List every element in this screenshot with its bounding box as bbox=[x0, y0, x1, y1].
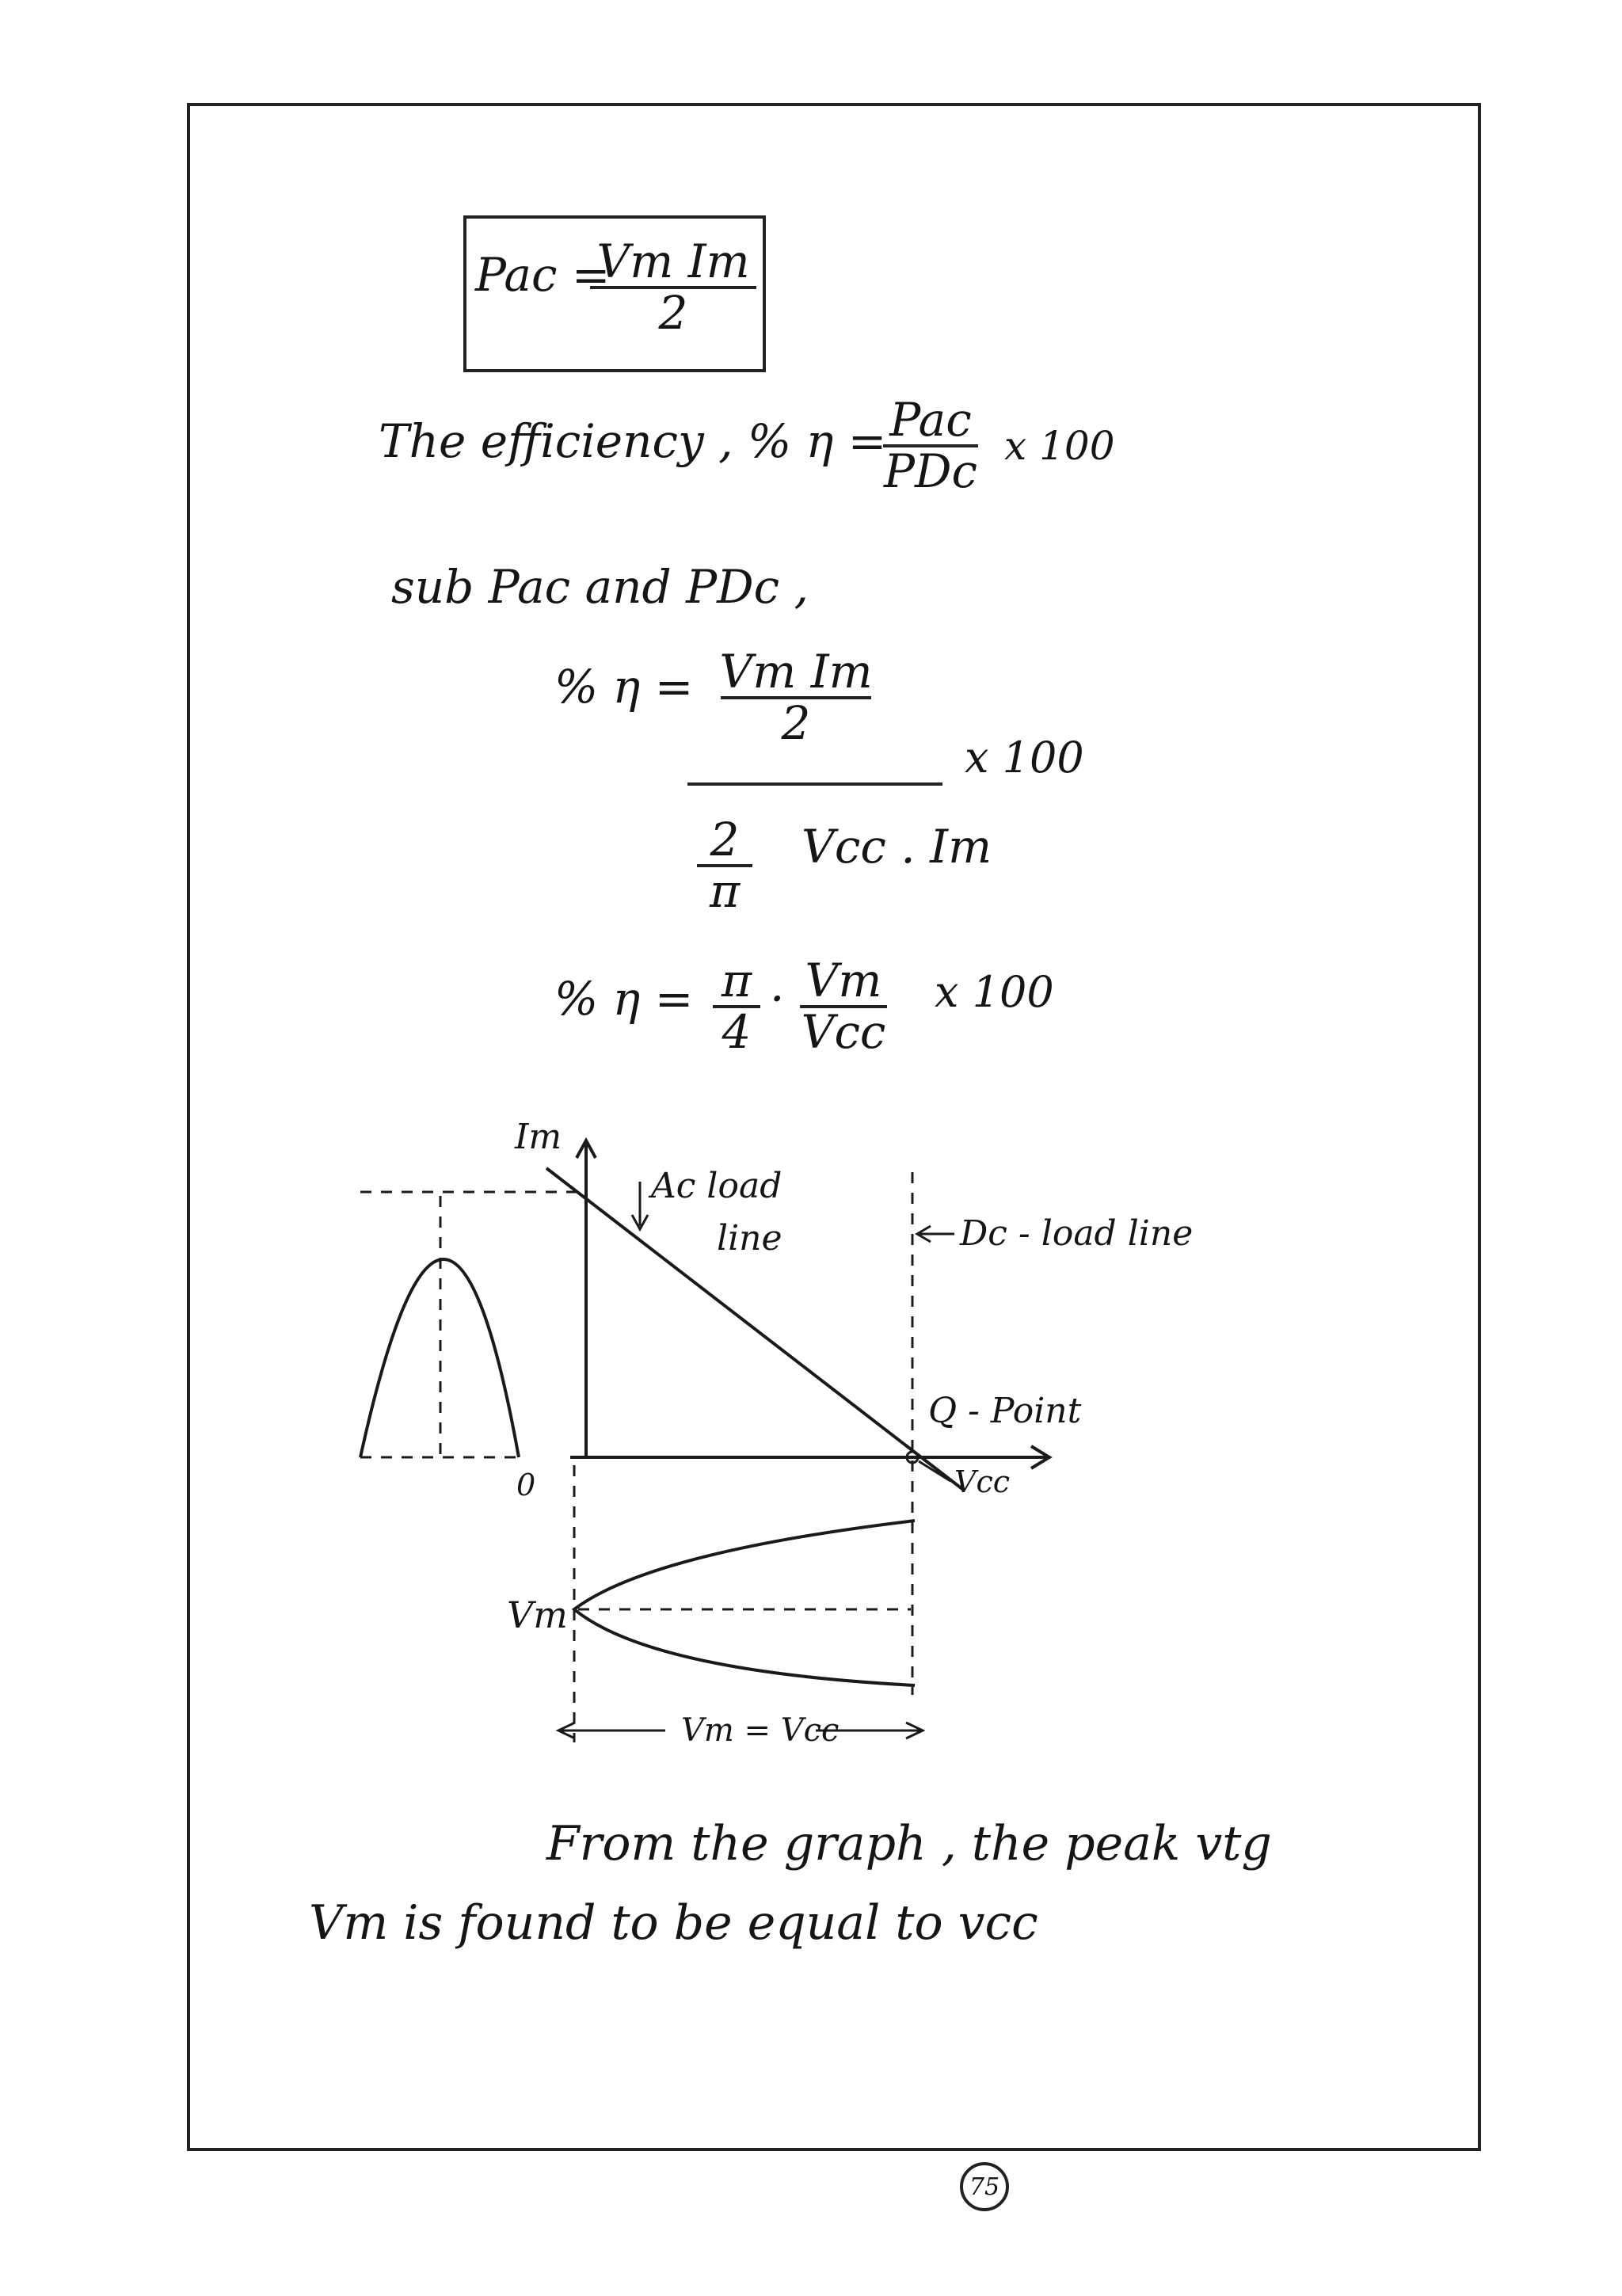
ac-load-label-line2: line bbox=[717, 1218, 782, 1258]
step2-frac2-numerator: Vm bbox=[805, 954, 882, 1007]
step2-multiplier: x 100 bbox=[935, 967, 1054, 1017]
substitution-text: sub Pac and PDc , bbox=[391, 560, 809, 614]
y-axis-label: Im bbox=[515, 1117, 562, 1157]
boxed-formula-lhs: Pac = bbox=[475, 248, 611, 302]
dc-load-line-label: Dc - load line bbox=[960, 1213, 1194, 1254]
conclusion-line-1: From the graph , the peak vtg bbox=[546, 1816, 1272, 1871]
step2-lhs: % η = bbox=[554, 972, 694, 1026]
step1-lower-denominator: π bbox=[709, 863, 741, 918]
voltage-waveform bbox=[574, 1521, 915, 1685]
ac-load-label-line1: Ac load bbox=[651, 1166, 782, 1206]
ac-load-line bbox=[546, 1168, 962, 1489]
step1-lower-rest: Vcc . Im bbox=[801, 820, 992, 874]
step2-dot: · bbox=[770, 972, 785, 1026]
page-number: 75 bbox=[960, 2162, 1009, 2211]
span-label: Vm = Vcc bbox=[681, 1712, 840, 1749]
conclusion-line-2: Vm is found to be equal to vcc bbox=[309, 1895, 1038, 1951]
vcc-pointer bbox=[919, 1461, 950, 1481]
step2-frac1-numerator: π bbox=[721, 954, 752, 1007]
step1-lhs: % η = bbox=[554, 660, 694, 714]
efficiency-numerator: Pac bbox=[889, 393, 972, 447]
boxed-formula-numerator: Vm Im bbox=[596, 234, 750, 288]
efficiency-text: The efficiency , % η = bbox=[379, 414, 887, 468]
efficiency-multiplier: x 100 bbox=[1004, 423, 1115, 469]
origin-label: 0 bbox=[516, 1468, 536, 1502]
step2-frac1-denominator: 4 bbox=[722, 1004, 752, 1059]
efficiency-denominator: PDc bbox=[883, 444, 977, 498]
step1-lower-numerator: 2 bbox=[710, 813, 740, 866]
boxed-formula-denominator: 2 bbox=[658, 285, 688, 340]
q-point-label: Q - Point bbox=[928, 1391, 1082, 1431]
step1-inner-denominator: 2 bbox=[781, 695, 811, 750]
x-axis-label: Vcc bbox=[954, 1464, 1011, 1499]
step2-frac2-denominator: Vcc bbox=[801, 1004, 886, 1059]
vm-label: Vm bbox=[507, 1593, 568, 1636]
step1-inner-numerator: Vm Im bbox=[719, 645, 873, 699]
step1-multiplier: x 100 bbox=[965, 733, 1084, 782]
